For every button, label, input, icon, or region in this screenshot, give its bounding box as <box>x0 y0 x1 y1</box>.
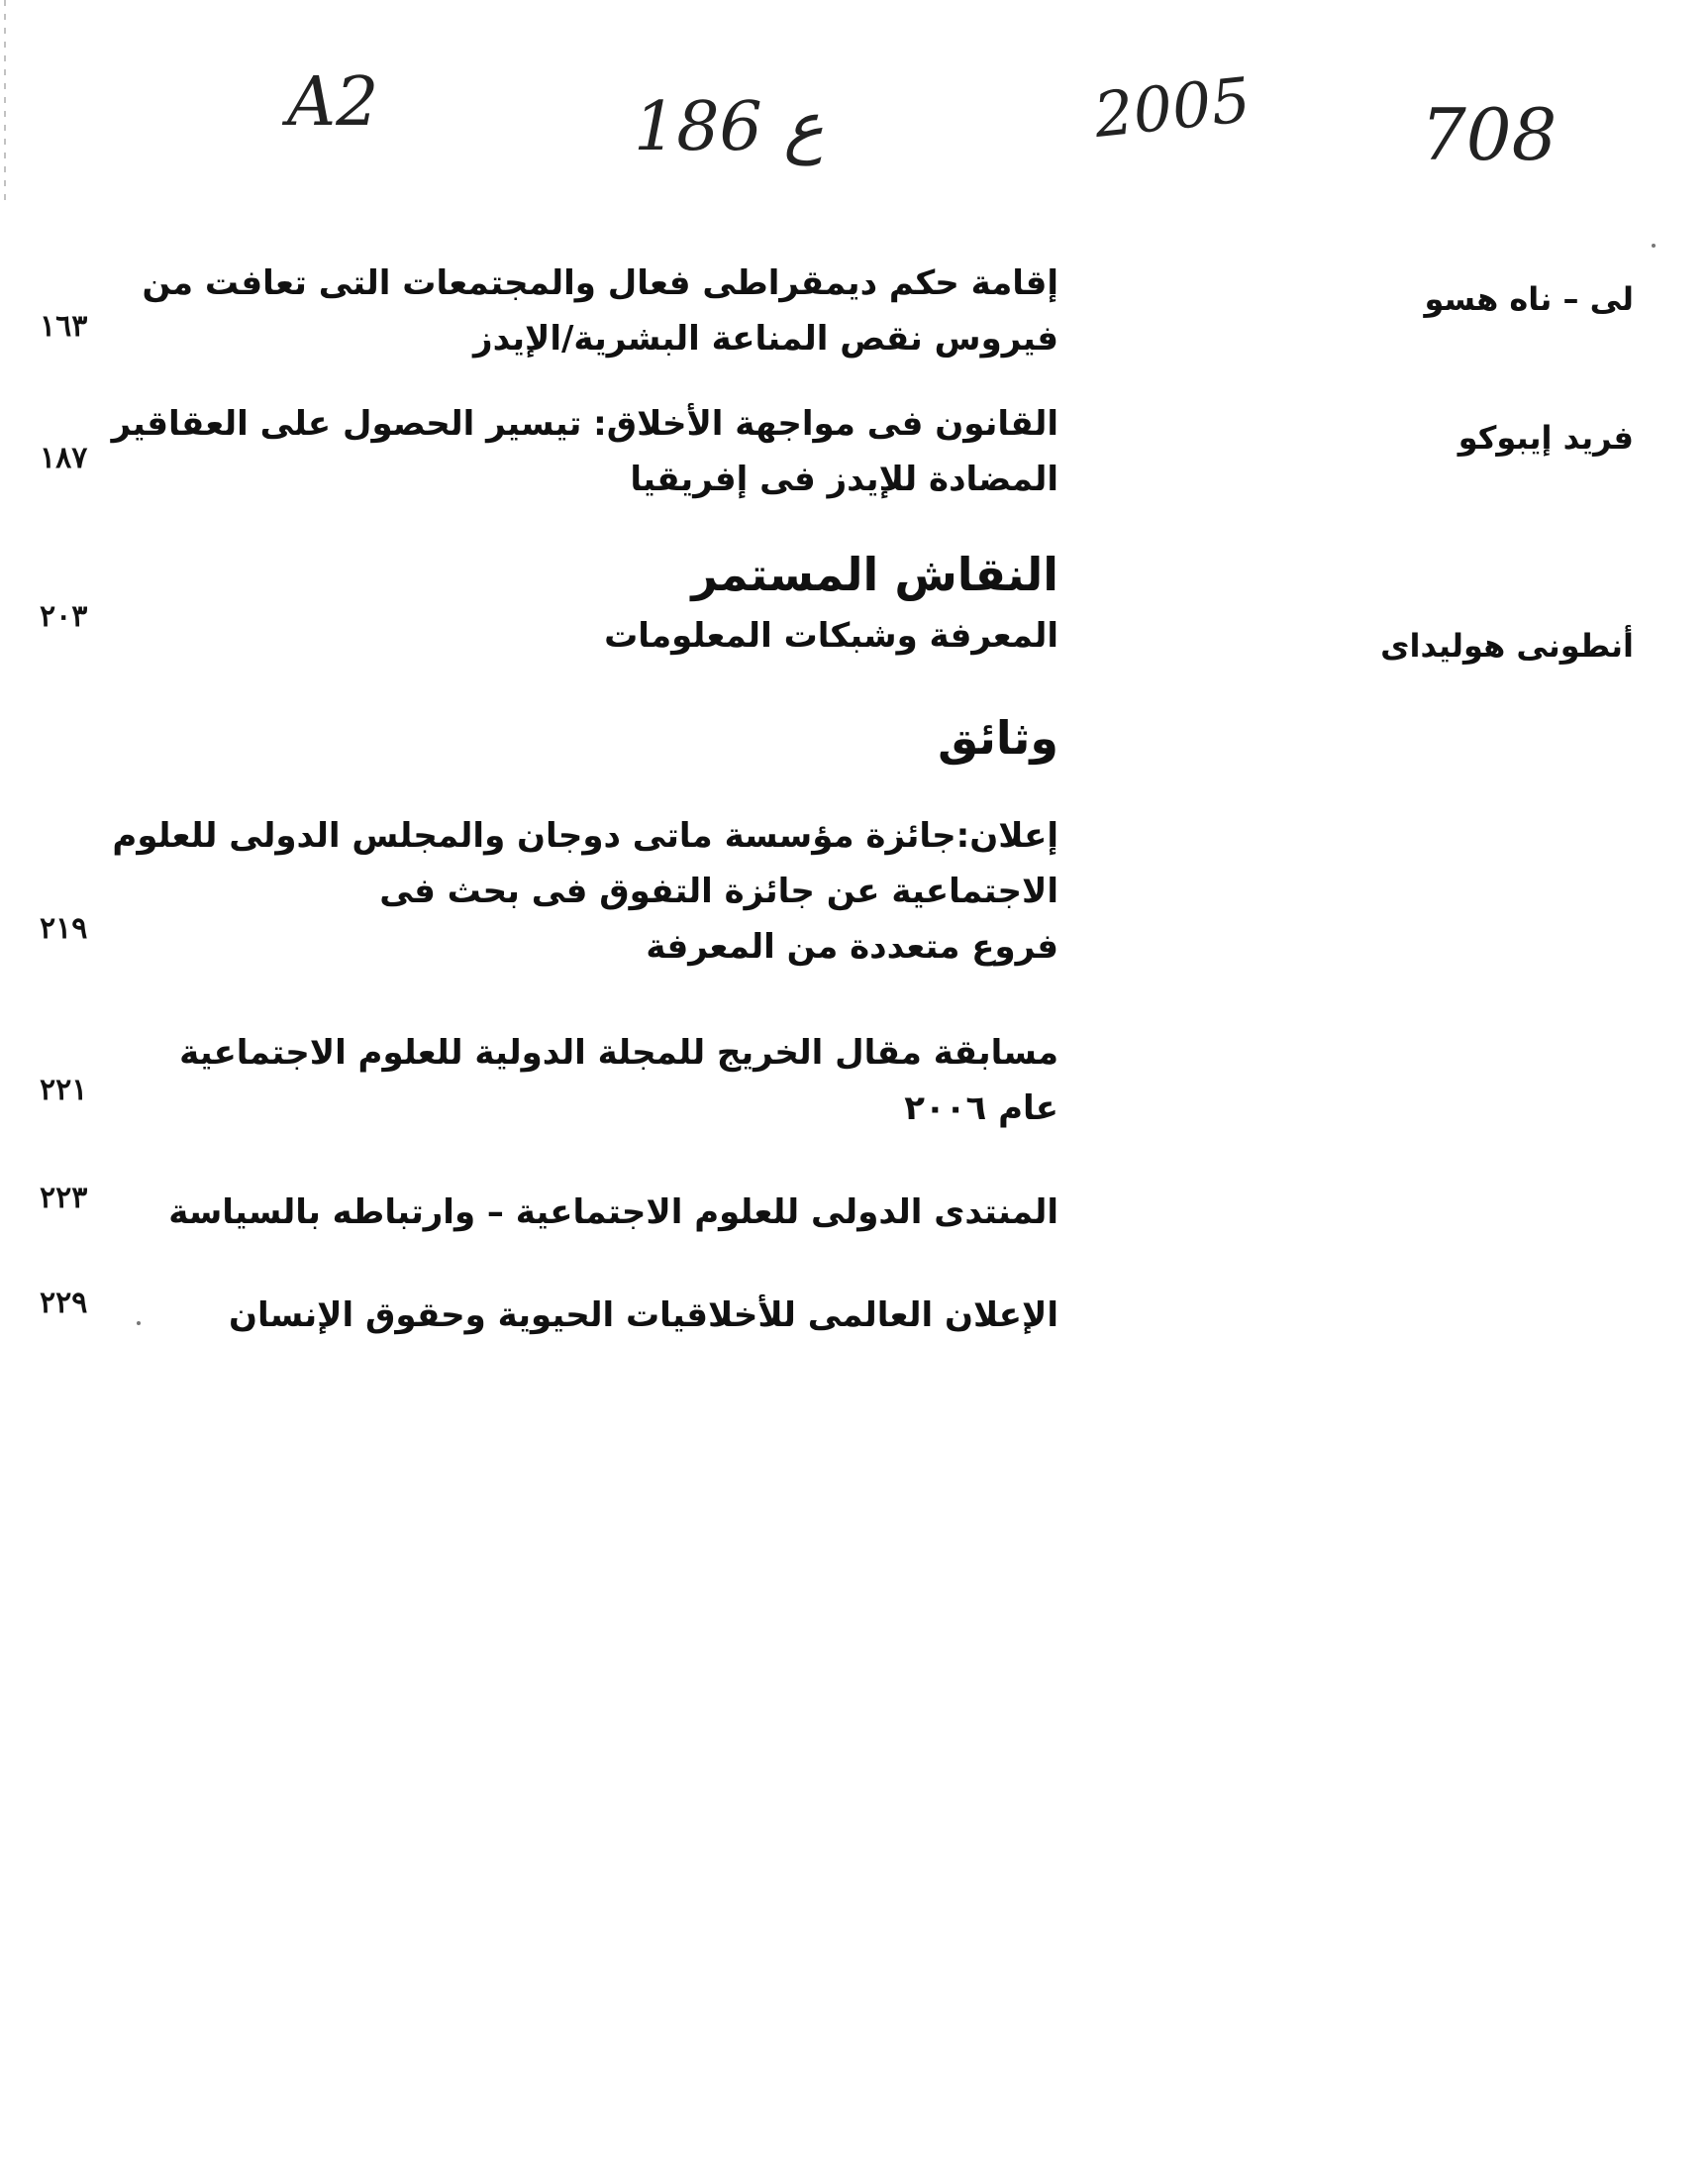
entry-title-line: الاجتماعية عن جائزة التفوق فى بحث فى <box>379 872 1058 911</box>
handwritten-year: 2005 <box>1090 62 1255 153</box>
entry-title-line: المنتدى الدولى للعلوم الاجتماعية – وارتباطه بالسياسة <box>168 1192 1058 1232</box>
scan-speck <box>1652 244 1656 248</box>
entry-page-number: ٢٢١ <box>40 1073 88 1107</box>
entry-title-line: فيروس نقص المناعة البشرية/الإيدز <box>473 319 1058 359</box>
entry-title-line: إقامة حكم ديمقراطى فعال والمجتمعات التى تعافت من <box>142 263 1058 303</box>
entry-page-number: ١٨٧ <box>40 441 88 475</box>
entry-author: فريد إيبوكو <box>1457 419 1634 457</box>
handwritten-code: A2 <box>287 63 379 142</box>
entry-title: المعرفة وشبكات المعلومات <box>604 616 1058 656</box>
handwritten-class-number: 186 ع <box>634 88 824 166</box>
entry-page-number: ٢٢٩ <box>40 1286 88 1320</box>
scan-speck <box>137 1321 141 1325</box>
entry-page-number: ٢١٩ <box>40 911 88 946</box>
entry-title <box>142 256 1058 366</box>
entry-title-line: عام ٢٠٠٦ <box>904 1088 1058 1128</box>
handwritten-number: 708 <box>1421 93 1557 176</box>
entry-title-line: المضادة للإيدز فى إفريقيا <box>630 460 1058 499</box>
entry-title-line: الإعلان العالمى للأخلاقيات الحيوية وحقوق الإنسان <box>229 1295 1058 1335</box>
entry-page-number: ١٦٣ <box>40 309 88 344</box>
document-title <box>112 808 1058 975</box>
entry-page-number: ٢٠٣ <box>40 599 88 634</box>
entry-page-number: ٢٢٣ <box>40 1181 88 1215</box>
entry-title-line: القانون فى مواجهة الأخلاق: تيسير الحصول على العقاقير <box>111 404 1058 444</box>
section-heading: النقاش المستمر <box>691 548 1058 601</box>
entry-title <box>112 396 1058 507</box>
entry-title-line: مسابقة مقال الخريج للمجلة الدولية للعلوم الاجتماعية <box>179 1033 1058 1073</box>
document-title <box>168 1185 1058 1240</box>
entry-author: أنطونى هوليداى <box>1380 627 1634 665</box>
entry-title-line: فروع متعددة من المعرفة <box>646 927 1058 967</box>
entry-title-line: إعلان:جائزة مؤسسة ماتى دوجان والمجلس الدولى للعلوم <box>112 816 1058 856</box>
section-heading: وثائق <box>938 711 1058 765</box>
document-title <box>229 1288 1058 1343</box>
document-title <box>179 1025 1058 1136</box>
scan-edge <box>4 0 6 208</box>
entry-author: لى – ناه هسو <box>1424 280 1634 318</box>
